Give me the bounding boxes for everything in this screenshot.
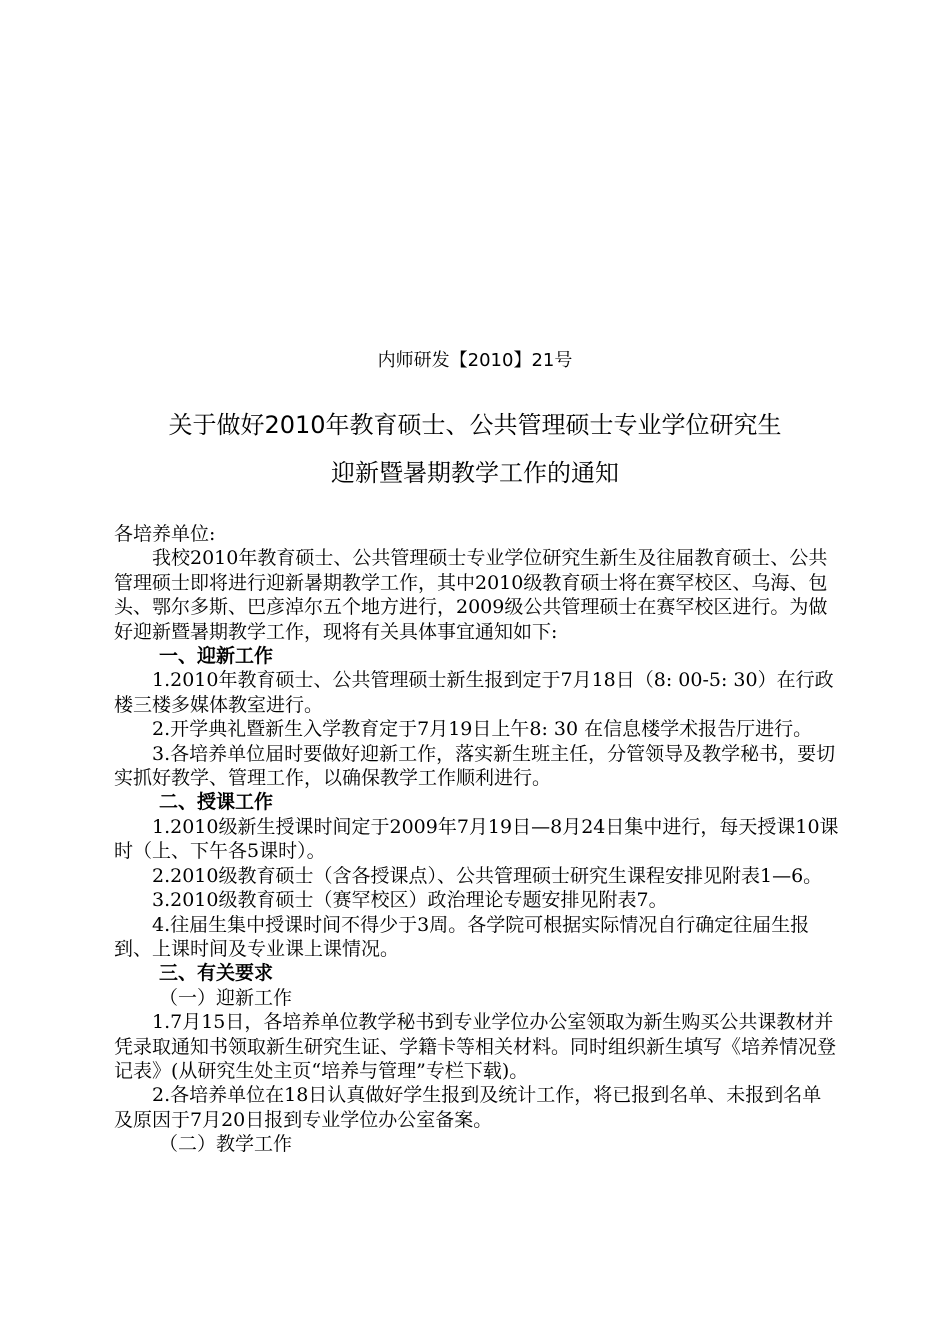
section3-sub1-item-2: 2.各培养单位在18日认真做好学生报到及统计工作，将已报到名单、未报到名单及原因于7月20日报到专业学位办公室备案。: [114, 1084, 822, 1131]
document-number: 内师研发【2010】21号: [377, 350, 573, 371]
subsection-heading-welcome: （一）迎新工作: [159, 986, 293, 1009]
section1-item-3: 3.各培养单位届时要做好迎新工作，落实新生班主任，分管领导及教学秘书，要切实抓好教学、管理工作，以确保教学工作顺利进行。: [114, 742, 836, 790]
section2-item-2: 2.2010级教育硕士（含各授课点）、公共管理硕士研究生课程安排见附表1—6。: [152, 864, 823, 887]
document-body: [114, 522, 839, 1157]
section1-item-2: 2.开学典礼暨新生入学教育定于7月19日上午8: 30 在信息楼学术报告厅进行。: [152, 718, 813, 741]
section3-sub1-item-1: 1.7月15日，各培养单位教学秘书到专业学位办公室领取为新生购买公共课教材并凭录取通知书领取新生研究生证、学籍卡等相关材料。同时组织新生填写《培养情况登记表》(从研究生处主页“培养与管理”专栏下载)。: [114, 1011, 837, 1082]
document-title-line-2: 迎新暨暑期教学工作的通知: [331, 459, 619, 487]
section2-item-1: 1.2010级新生授课时间定于2009年7月19日—8月24日集中进行，每天授课10课时（上、下午各5课时）。: [114, 815, 839, 863]
section-heading-requirements: 三、有关要求: [159, 962, 274, 985]
section2-item-4: 4.往届生集中授课时间不得少于3周。各学院可根据实际情况自行确定往届生报到、上课时间及专业课上课情况。: [114, 913, 810, 960]
section2-item-3: 3.2010级教育硕士（赛罕校区）政治理论专题安排见附表7。: [152, 889, 668, 912]
document-title-line-1: 关于做好2010年教育硕士、公共管理硕士专业学位研究生: [168, 411, 782, 439]
section-heading-teaching: 二、授课工作: [159, 791, 274, 814]
salutation: 各培养单位:: [114, 523, 216, 545]
intro-paragraph: 我校2010年教育硕士、公共管理硕士专业学位研究生新生及往届教育硕士、公共管理硕士即将进行迎新暑期教学工作，其中2010级教育硕士将在赛罕校区、乌海、包头、鄂尔多斯、巴彦淖尔五个地方进行，2009级公共管理硕士在赛罕校区进行。为做好迎新暨暑期教学工作，现将有关具体事宜通知如下:: [114, 547, 828, 643]
subsection-heading-teaching: （二）教学工作: [159, 1133, 293, 1156]
section-heading-welcome: 一、迎新工作: [159, 645, 274, 668]
section1-item-1: 1.2010年教育硕士、公共管理硕士新生报到定于7月18日（8: 00-5: 30）在行政楼三楼多媒体教室进行。: [114, 669, 834, 716]
